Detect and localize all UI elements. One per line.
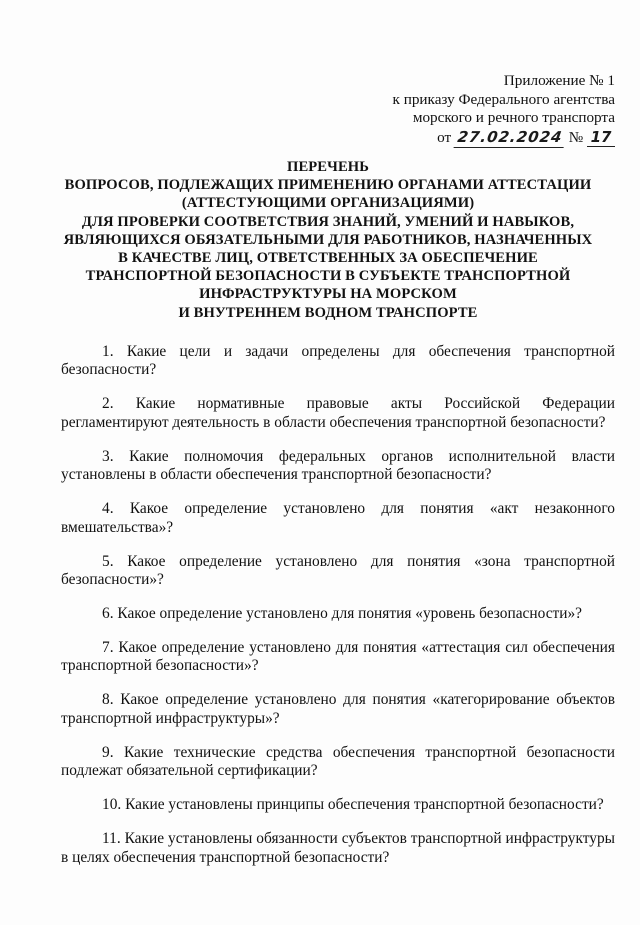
question-item: 11. Какие установлены обязанности субъектов транспортной инфраструктуры в целях обеспечения транспортной безопасности? xyxy=(61,830,615,866)
question-item: 5. Какое определение установлено для понятия «зона транспортной безопасности»? xyxy=(61,552,615,589)
appendix-header xyxy=(393,72,615,147)
title-line: И ВНУТРЕННЕМ ВОДНОМ ТРАНСПОРТЕ xyxy=(178,304,478,321)
question-item: 8. Какое определение установлено для понятия «категорирование объектов транспортной инфраструктуры»? xyxy=(61,691,615,727)
handwritten-date: 27.02.2024 xyxy=(454,128,567,148)
question-item: 6. Какое определение установлено для понятия «уровень безопасности»? xyxy=(102,605,583,623)
title-line: ВОПРОСОВ, ПОДЛЕЖАЩИХ ПРИМЕНЕНИЮ ОРГАНАМИ АТТЕСТАЦИИ xyxy=(64,177,592,194)
title-line: В КАЧЕСТВЕ ЛИЦ, ОТВЕТСТВЕННЫХ ЗА ОБЕСПЕЧЕНИЕ xyxy=(118,250,538,267)
question-item: 9. Какие технические средства обеспечения транспортной безопасности подлежат обязательной сертификации? xyxy=(61,743,615,780)
number-prefix: № xyxy=(568,128,584,146)
appendix-line-3: морского и речного транспорта xyxy=(412,109,615,126)
appendix-date-line xyxy=(393,128,615,148)
title-line: (АТТЕСТУЮЩИМИ ОРГАНИЗАЦИЯМИ) xyxy=(181,195,475,212)
title-line: ТРАНСПОРТНОЙ БЕЗОПАСНОСТИ В СУБЪЕКТЕ ТРАНСПОРТНОЙ xyxy=(85,268,571,285)
question-item: 7. Какое определение установлено для понятия «аттестация сил обеспечения транспортной безопасности»? xyxy=(61,639,615,675)
date-prefix: от xyxy=(437,128,452,146)
question-item: 2. Какие нормативные правовые акты Российской Федерации регламентируют деятельность в области обеспечения транспортной безопасности? xyxy=(61,395,615,431)
title-line: ДЛЯ ПРОВЕРКИ СООТВЕТСТВИЯ ЗНАНИЙ, УМЕНИЙ И НАВЫКОВ, xyxy=(81,213,575,230)
appendix-line-2: к приказу Федерального агентства xyxy=(392,90,615,108)
title-line: ЯВЛЯЮЩИХСЯ ОБЯЗАТЕЛЬНЫМИ ДЛЯ РАБОТНИКОВ, НАЗНАЧЕННЫХ xyxy=(63,231,593,248)
question-item: 3. Какие полномочия федеральных органов исполнительной власти установлены в области обеспечения транспортной безопасности? xyxy=(61,447,615,484)
document-title xyxy=(40,158,616,322)
question-list xyxy=(61,343,615,883)
title-line: ИНФРАСТРУКТУРЫ НА МОРСКОМ xyxy=(199,286,457,303)
question-item: 1. Какие цели и задачи определены для обеспечения транспортной безопасности? xyxy=(61,343,615,379)
handwritten-number: 17 xyxy=(587,128,615,148)
title-line: ПЕРЕЧЕНЬ xyxy=(287,159,369,175)
question-item: 10. Какие установлены принципы обеспечения транспортной безопасности? xyxy=(102,796,604,814)
question-item: 4. Какое определение установлено для понятия «акт незаконного вмешательства»? xyxy=(61,500,615,536)
appendix-line-1: Приложение № 1 xyxy=(503,72,615,89)
